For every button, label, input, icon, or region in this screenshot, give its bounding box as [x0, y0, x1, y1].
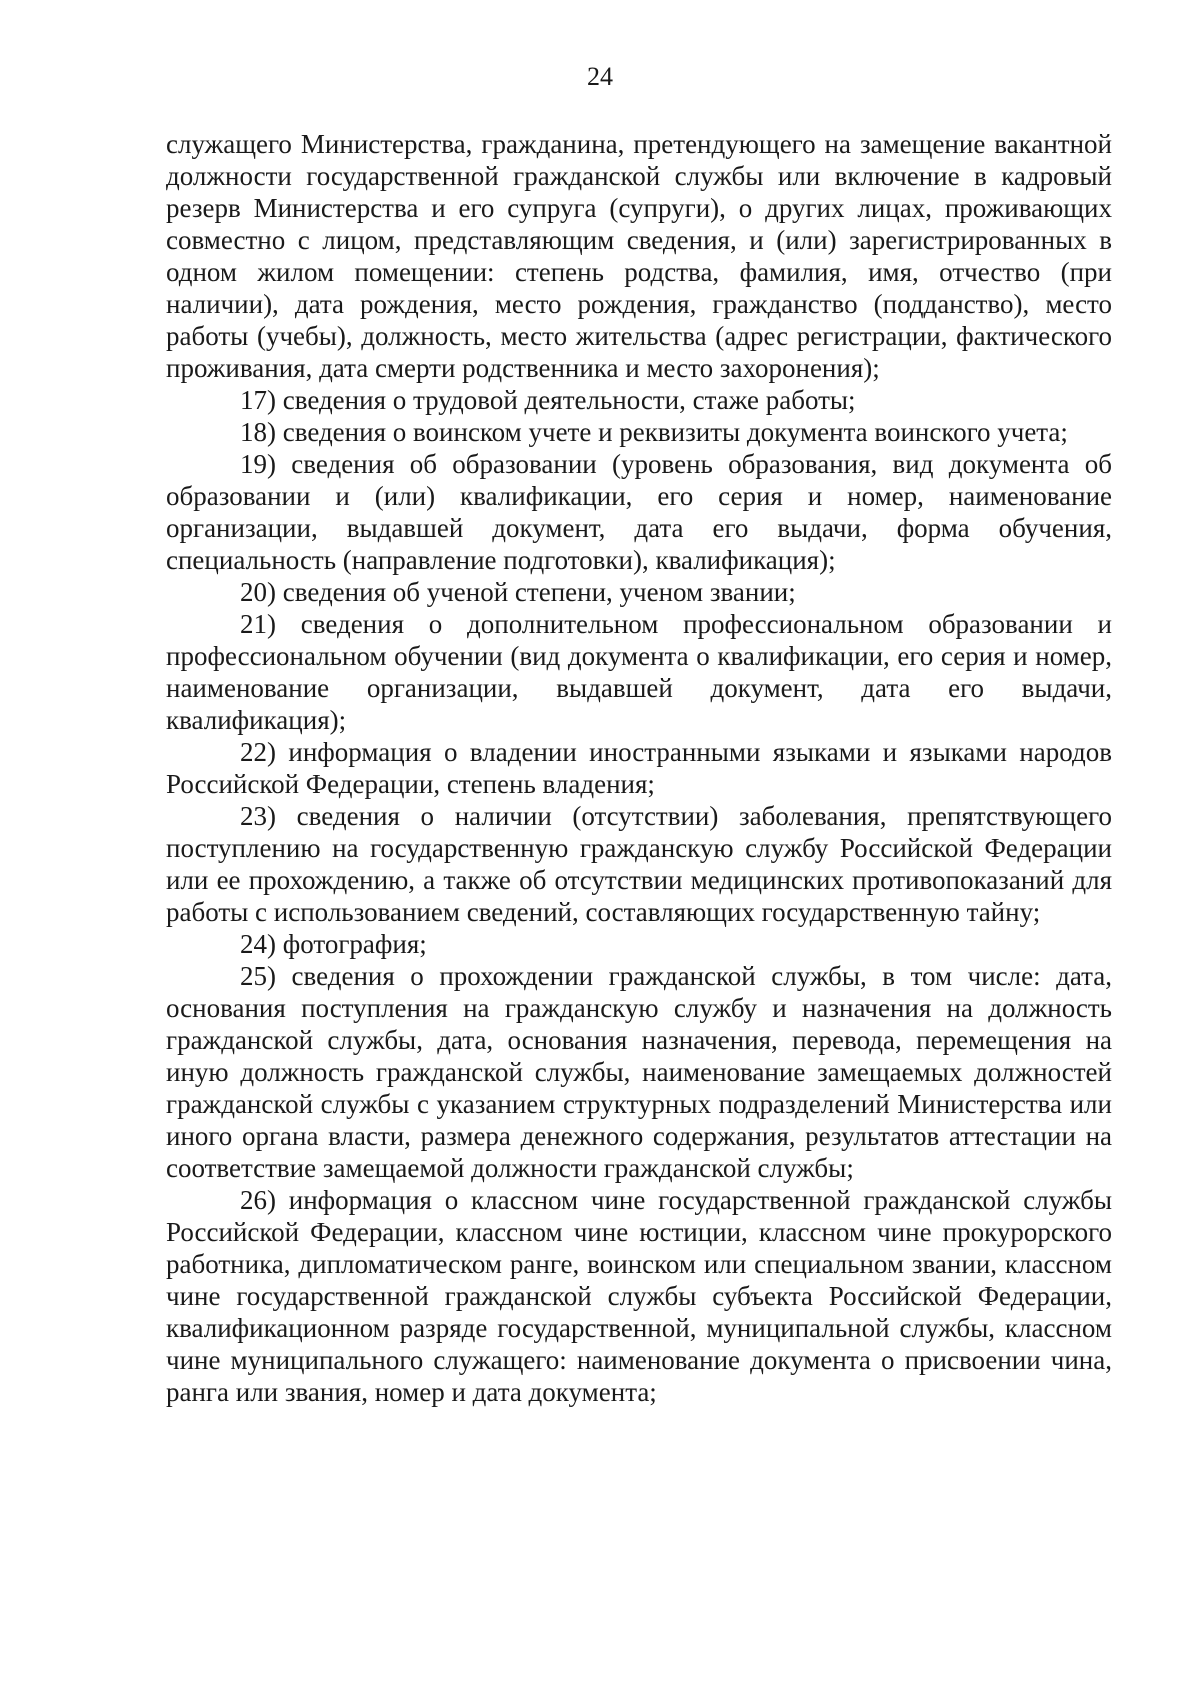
- list-item-20: 20) сведения об ученой степени, ученом звании;: [240, 577, 796, 607]
- page-number: 24: [587, 62, 613, 91]
- list-item-22: 22) информация о владении иностранными языками и языками народов Российской Федерации, степень владения;: [166, 737, 1112, 799]
- document-body: [166, 128, 1112, 1408]
- list-item-24: 24) фотография;: [240, 929, 427, 959]
- list-item-26: 26) информация о классном чине государственной гражданской службы Российской Федерации, классном чине юстиции, классном чине прокурорского работника, дипломатическом ранге, воинском или специальном звании, классном чине государственной гражданской службы субъекта Российской Федерации, квалификационном разряде государственной, муниципальной службы, классном чине муниципального служащего: наименование документа о присвоении чина, ранга или звания, номер и дата документа;: [166, 1185, 1112, 1407]
- list-item-18: 18) сведения о воинском учете и реквизиты документа воинского учета;: [240, 417, 1068, 447]
- list-item-19: 19) сведения об образовании (уровень образования, вид документа об образовании и (или) квалификации, его серия и номер, наименование организации, выдавшей документ, дата его выдачи, форма обучения, специальность (направление подготовки), квалификация);: [166, 449, 1112, 575]
- list-item-17: 17) сведения о трудовой деятельности, стаже работы;: [240, 385, 856, 415]
- paragraph-continuation: служащего Министерства, гражданина, претендующего на замещение вакантной должности государственной гражданской службы или включение в кадровый резерв Министерства и его супруга (супруги), о других лицах, проживающих совместно с лицом, представляющим сведения, и (или) зарегистрированных в одном жилом помещении: степень родства, фамилия, имя, отчество (при наличии), дата рождения, место рождения, гражданство (подданство), место работы (учебы), должность, место жительства (адрес регистрации, фактического проживания, дата смерти родственника и место захоронения);: [166, 129, 1112, 383]
- list-item-25: 25) сведения о прохождении гражданской службы, в том числе: дата, основания поступления на гражданскую службу и назначения на должность гражданской службы, дата, основания назначения, перевода, перемещения на иную должность гражданской службы, наименование замещаемых должностей гражданской службы с указанием структурных подразделений Министерства или иного органа власти, размера денежного содержания, результатов аттестации на соответствие замещаемой должности гражданской службы;: [166, 961, 1112, 1183]
- list-item-23: 23) сведения о наличии (отсутствии) заболевания, препятствующего поступлению на государственную гражданскую службу Российской Федерации или ее прохождению, а также об отсутствии медицинских противопоказаний для работы с использованием сведений, составляющих государственную тайну;: [166, 801, 1112, 927]
- list-item-21: 21) сведения о дополнительном профессиональном образовании и профессиональном обучении (вид документа о квалификации, его серия и номер, наименование организации, выдавшей документ, дата его выдачи, квалификация);: [166, 609, 1112, 735]
